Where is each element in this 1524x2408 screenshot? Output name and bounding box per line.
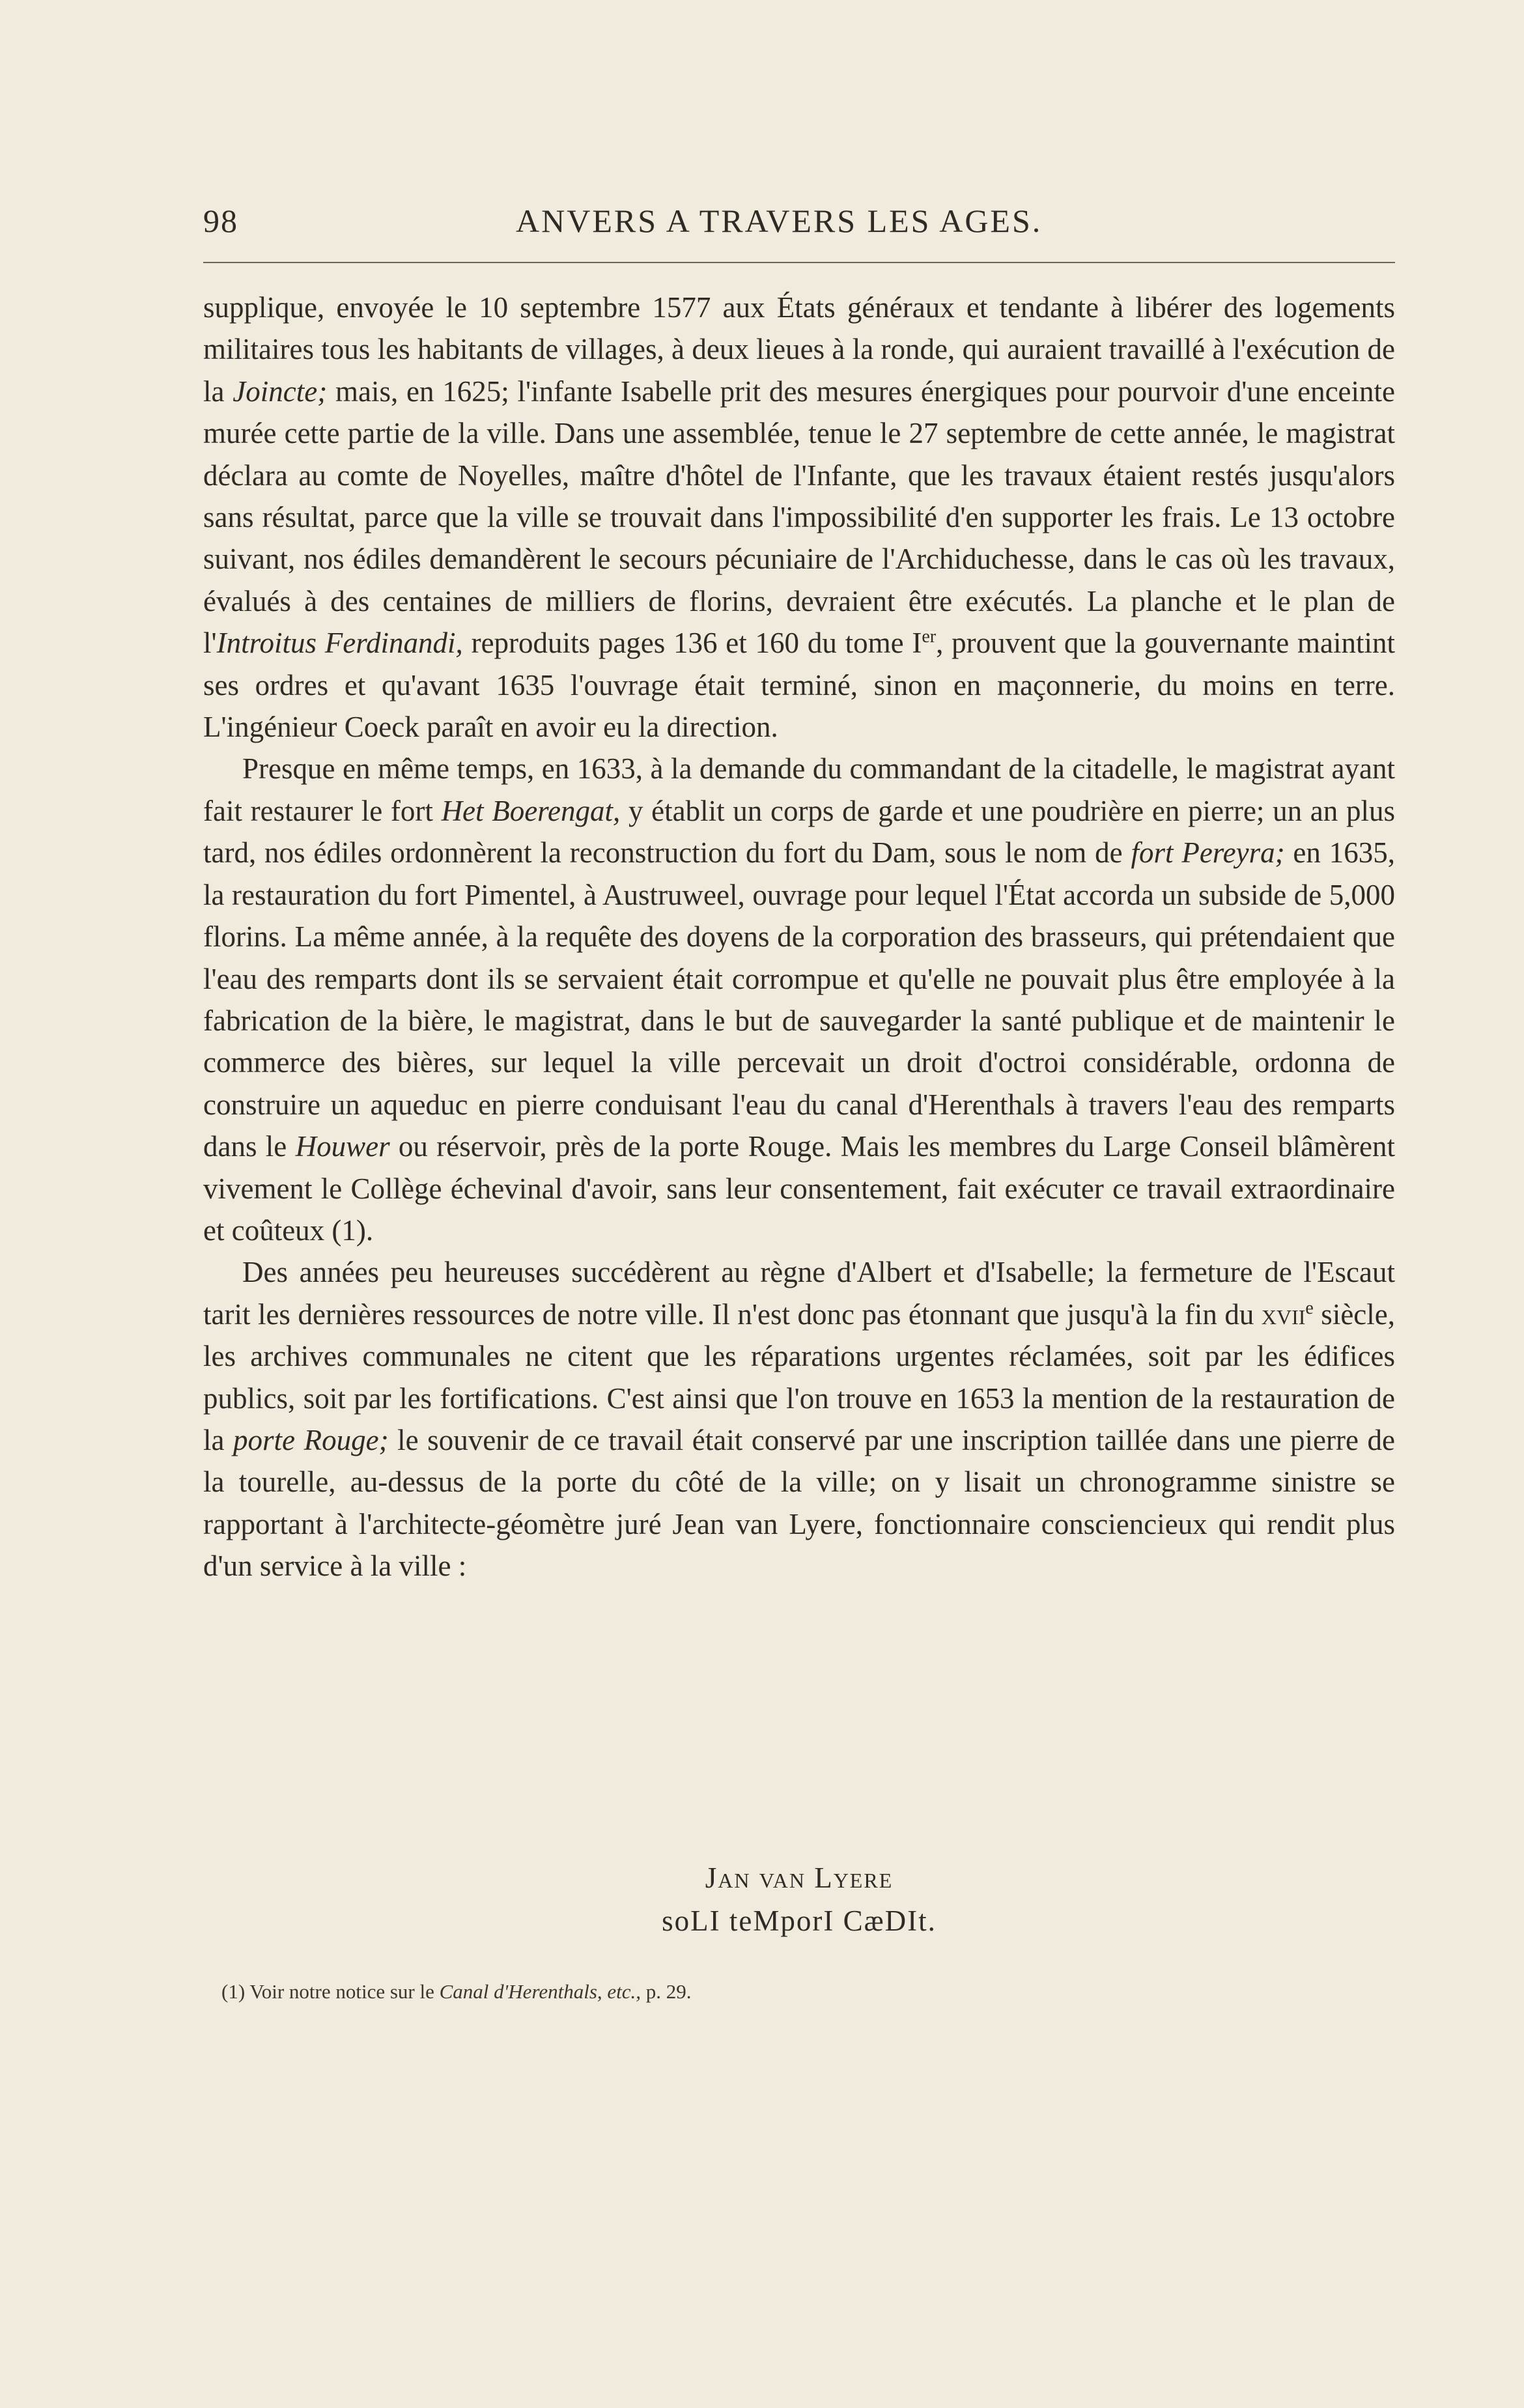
paragraph-3 (203, 1251, 1395, 1587)
smallcaps-run: xvii (1261, 1297, 1306, 1331)
page-number: 98 (203, 203, 238, 239)
inscription (203, 1856, 1395, 1942)
italic-run: Het Boerengat, (441, 794, 621, 827)
italic-run: porte Rouge; (233, 1423, 389, 1456)
text-run: Presque en même temps, en 1633, à la demande du commandant de la citadelle, le magistrat ayant fait restaurer le fort (203, 752, 1395, 827)
text-run: Des années peu heureuses succédèrent au règne d'Albert et d'Isabelle; la fermeture de l'Escaut tarit les dernières ressources de notre ville. Il n'est donc pas étonnant que jusqu'à la fin du (203, 1256, 1395, 1331)
text-run: mais, en 1625; l'infante Isabelle prit des mesures énergiques pour pourvoir d'une enceinte murée cette partie de la ville. Dans une assemblée, tenue le 27 septembre de cette année, le magistrat déclara au comte de Noyelles, maître d'hôtel de l'Infante, que les travaux étaient restés jusqu'alors sans résultat, parce que la ville se trouvait dans l'impossibilité d'en supporter les frais. Le 13 octobre suivant, nos édiles demandèrent le secours pécuniaire de l'Archiduchesse, dans le cas où les travaux, évalués à des centaines de milliers de florins, devraient être exécutés. La planche et le plan de l' (203, 375, 1395, 660)
text-run: le souvenir de ce travail était conservé par une inscription taillée dans une pierre de la tourelle, au-dessus de la porte du côté de la ville; on y lisait un chronogramme sinistre se rapportant à l'architecte-géomètre juré Jean van Lyere, fonctionnaire consciencieux qui rendit plus d'un service à la ville : (203, 1423, 1395, 1583)
paragraph-1 (203, 287, 1395, 748)
italic-run: Canal d'Herenthals, etc., (439, 1980, 642, 2003)
text-run: en 1635, la restauration du fort Pimentel, à Austruweel, ouvrage pour lequel l'État accorda un subside de 5,000 florins. La même année, à la requête des doyens de la corporation des brasseurs, qui prétendaient que l'eau des remparts dont ils se servaient était corrompue et qu'elle ne pouvait plus être employée à la fabrication de la bière, le magistrat, dans le but de sauvegarder la santé publique et de maintenir le commerce des bières, sur lequel la ville percevait un droit d'octroi considérable, ordonna de construire un aqueduc en pierre conduisant l'eau du canal d'Herenthals à travers l'eau des remparts dans le (203, 836, 1395, 1163)
chronogram: soLI teMporI CæDIt. (662, 1905, 937, 1937)
text-run: reproduits pages 136 et 160 du tome I (462, 627, 922, 660)
italic-run: fort Pereyra; (1131, 836, 1285, 870)
italic-run: Houwer (295, 1130, 390, 1163)
superscript: e (1305, 1297, 1314, 1318)
italic-run: Introitus Ferdinandi, (216, 627, 463, 660)
inscription-name: Jan van Lyere (705, 1862, 894, 1894)
running-head (203, 202, 1395, 254)
italic-run: Joincte; (233, 375, 328, 408)
running-title: ANVERS A TRAVERS LES AGES. (516, 203, 1043, 239)
paragraph-2 (203, 748, 1395, 1251)
text-run: supplique, envoyée le 10 septembre 1577 aux États généraux et tendante à libérer des logements militaires tous les habitants de villages, à deux lieues à la ronde, qui auraient travaillé à l'exécution de la (203, 291, 1395, 408)
text-run: siècle, les archives communales ne citent que les réparations urgentes réclamées, soit par les édifices publics, soit par les fortifications. C'est ainsi que l'on trouve en 1653 la mention de la restauration de la (203, 1297, 1395, 1456)
superscript: er (922, 627, 937, 647)
footnote (221, 1979, 1329, 2005)
body-text (203, 287, 1395, 1587)
text-run: p. 29. (641, 1980, 692, 2003)
text-run: ou réservoir, près de la porte Rouge. Mais les membres du Large Conseil blâmèrent vivement le Collège échevinal d'avoir, sans leur consentement, fait exécuter ce travail extraordinaire et coûteux (1). (203, 1130, 1395, 1247)
text-run: , prouvent que la gouvernante maintint ses ordres et qu'avant 1635 l'ouvrage était terminé, sinon en maçonnerie, du moins en terre. L'ingénieur Coeck paraît en avoir eu la direction. (203, 627, 1396, 744)
text-run: (1) Voir notre notice sur le (221, 1980, 440, 2003)
text-run: y établit un corps de garde et une poudrière en pierre; un an plus tard, nos édiles ordonnèrent la reconstruction du fort du Dam, sous le nom de (203, 794, 1395, 870)
header-rule (203, 262, 1395, 263)
